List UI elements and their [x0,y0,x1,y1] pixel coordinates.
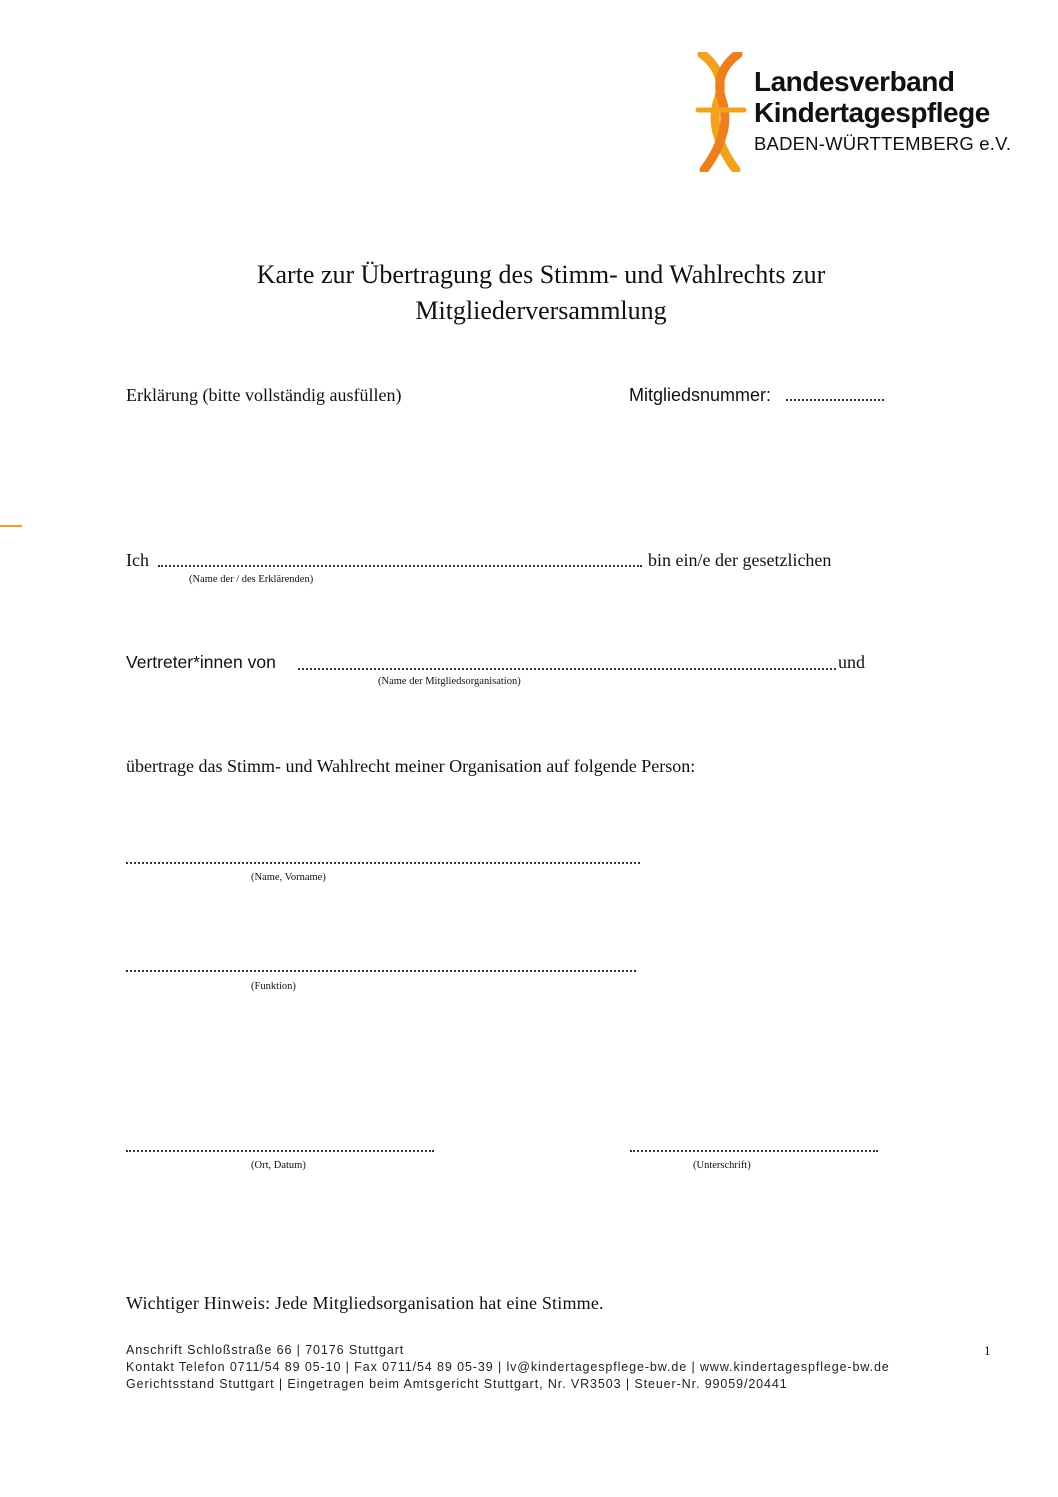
member-number-label: Mitgliedsnummer: [629,385,772,405]
proxy-name-field[interactable] [126,862,640,864]
document-title-line-2: Mitgliederversammlung [415,296,667,325]
document-title-line-1: Karte zur Übertragung des Stimm- und Wahlrechts zur [256,260,826,289]
footer-contact: Kontakt Telefon 0711/54 89 05-10 | Fax 0711/54 89 05-39 | lv@kindertagespflege-bw.de | www.kindertagespflege-bw.de [126,1360,890,1374]
place-date-caption: (Ort, Datum) [251,1160,306,1171]
proxy-name-caption: (Name, Vorname) [251,872,326,883]
declarant-name-field[interactable] [158,565,642,567]
footer-court: Gerichtsstand Stuttgart | Eingetragen beim Amtsgericht Stuttgart, Nr. VR3503 | Steuer-Nr. 99059/20441 [126,1377,788,1391]
logo-line-1: Landesverband [754,66,955,97]
transfer-statement: übertrage das Stimm- und Wahlrecht meiner Organisation auf folgende Person: [126,756,696,776]
footer-address: Anschrift Schloßstraße 66 | 70176 Stuttgart [126,1343,405,1357]
logo-icon [688,52,754,172]
ich-suffix: bin ein/e der gesetzlichen [648,550,832,570]
signature-caption: (Unterschrift) [693,1160,751,1171]
member-number-field[interactable] [786,399,884,401]
ich-label: Ich [126,550,149,570]
organisation-name-field[interactable] [298,668,836,670]
important-notice: Wichtiger Hinweis: Jede Mitgliedsorganisation hat eine Stimme. [126,1293,604,1313]
declarant-name-caption: (Name der / des Erklärenden) [189,574,314,585]
signature-field[interactable] [630,1150,878,1152]
place-date-field[interactable] [126,1150,434,1152]
declaration-label: Erklärung (bitte vollständig ausfüllen) [126,385,402,405]
logo-line-3: BADEN-WÜRTTEMBERG e.V. [754,133,1012,154]
vertreter-suffix: und [838,652,865,672]
page-number: 1 [984,1343,991,1358]
proxy-function-field[interactable] [126,970,636,972]
logo-line-2: Kindertagespflege [754,97,990,128]
organisation-name-caption: (Name der Mitgliedsorganisation) [378,676,521,687]
proxy-function-caption: (Funktion) [251,981,296,992]
vertreter-label: Vertreter*innen von [126,652,276,672]
fold-mark [0,525,22,527]
